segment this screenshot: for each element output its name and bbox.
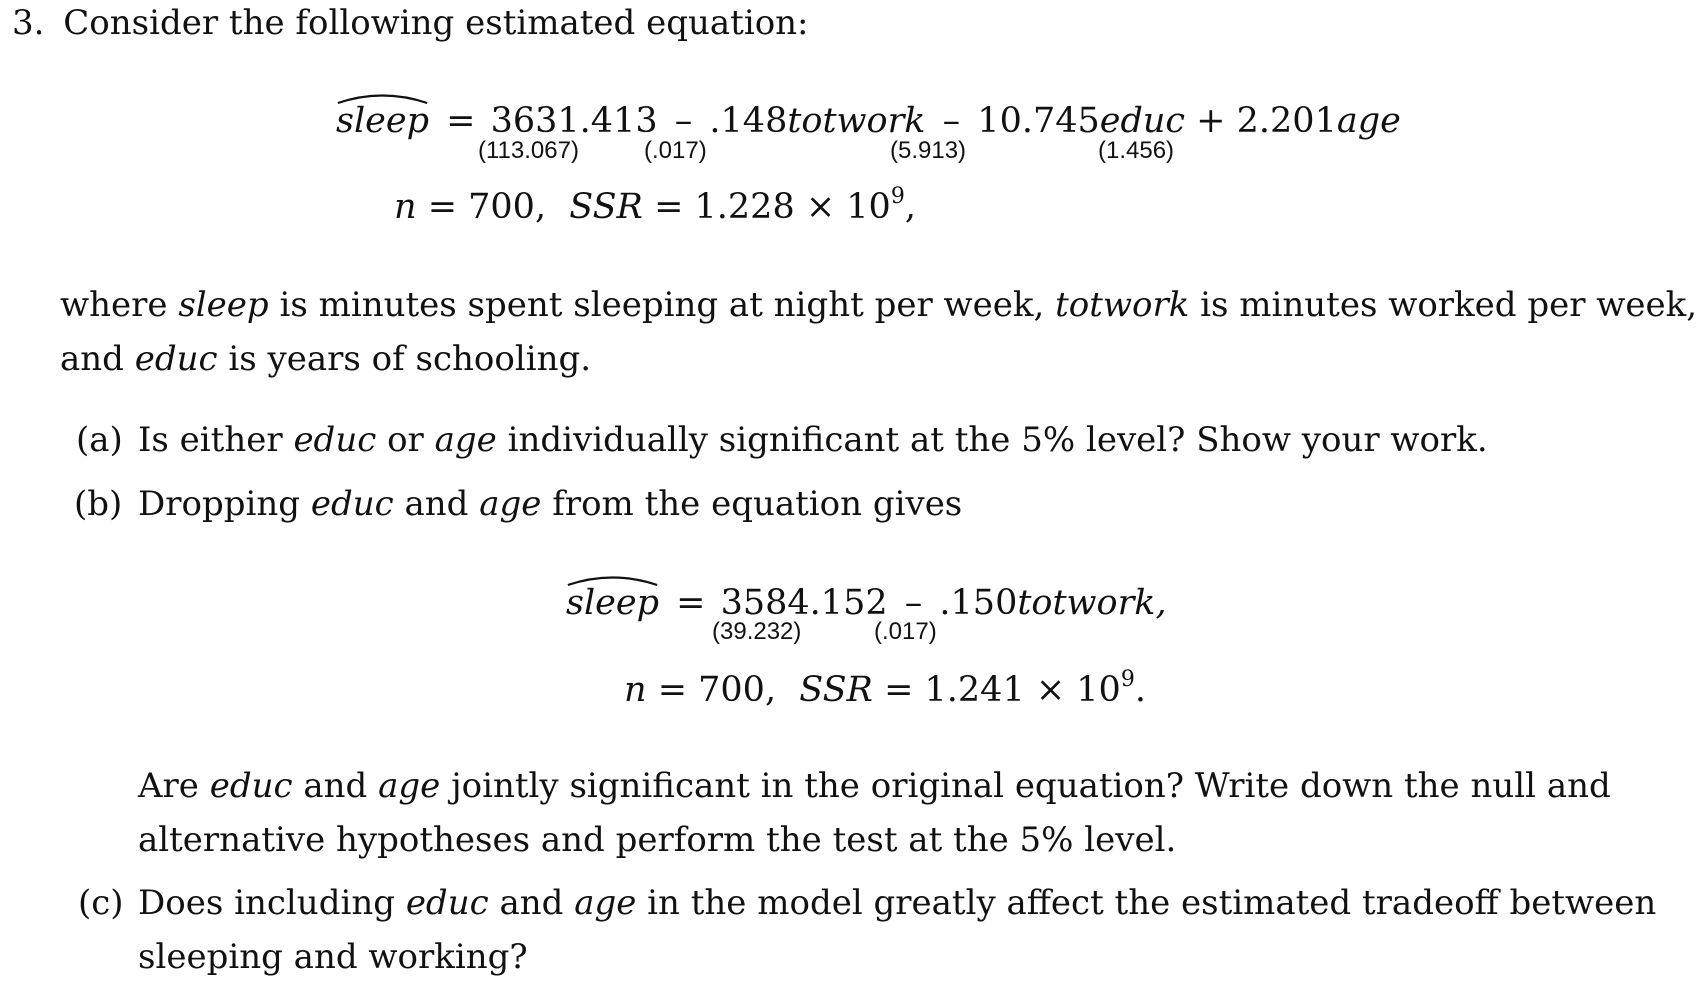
part-a-text: Is either educ or age individually significant at the 5% level? Show your work. bbox=[138, 420, 1488, 460]
part-b-label: (b) bbox=[74, 484, 123, 524]
part-b-followup-line2: alternative hypotheses and perform the test at the 5% level. bbox=[138, 820, 1177, 860]
question-number: 3. bbox=[12, 3, 45, 43]
eq1-n-value: = 700, bbox=[427, 187, 547, 227]
eq1-var-educ: educ bbox=[1099, 101, 1186, 141]
eq1-coef-educ: 10.745 bbox=[977, 101, 1100, 141]
question-header bbox=[12, 3, 809, 43]
eq1-se-const: (113.067) bbox=[478, 137, 579, 164]
eq1-ssr-value: = 1.228 × 10 bbox=[654, 187, 891, 227]
eq1-constant: 3631.413 bbox=[490, 101, 658, 141]
variable-description: where sleep is minutes spent sleeping at night per week, totwork is minutes worked per week, bbox=[60, 285, 1697, 325]
eq2-ssr-value: = 1.241 × 10 bbox=[884, 670, 1121, 710]
eq1-var-totwork: totwork bbox=[787, 101, 926, 141]
eq2-constant: 3584.152 bbox=[720, 583, 888, 623]
part-c-text: Does including educ and age in the model greatly affect the estimated tradeoff between bbox=[138, 883, 1657, 923]
eq2-se-totwork: (.017) bbox=[874, 618, 937, 645]
eq2-coef-totwork: .150 bbox=[939, 583, 1018, 623]
equation-2-stats: n = 700, SSR = $1.241 \times 10^9$. bbox=[624, 667, 1146, 710]
part-c-line2: sleeping and working? bbox=[138, 937, 528, 977]
sleep-hat-symbol: sleep bbox=[566, 586, 659, 621]
eq1-coef-age: 2.201 bbox=[1236, 101, 1337, 141]
question-intro: Consider the following estimated equation: bbox=[63, 3, 809, 43]
part-b-text: Dropping educ and age from the equation gives bbox=[138, 484, 963, 524]
eq1-coef-totwork: .148 bbox=[709, 101, 788, 141]
eq1-var-age: age bbox=[1336, 101, 1401, 141]
part-b-followup: Are educ and age jointly significant in the original equation? Write down the null and bbox=[138, 766, 1611, 806]
eq2-se-const: (39.232) bbox=[712, 618, 802, 645]
variable-description-line2: and educ is years of schooling. bbox=[60, 339, 592, 379]
part-c-label: (c) bbox=[78, 883, 124, 923]
equation-1-stats: n = 700, SSR = $1.228 \times 10^9$, bbox=[394, 184, 916, 227]
eq1-se-educ: (5.913) bbox=[890, 137, 967, 164]
eq1-se-totwork: (.017) bbox=[644, 137, 707, 164]
sleep-hat-symbol: sleep bbox=[336, 104, 429, 139]
equation-2-main: sleep = 3584.152 – .150totwork, bbox=[566, 586, 1167, 621]
eq2-var-totwork: totwork, bbox=[1017, 583, 1167, 623]
equation-1-main: sleep = 3631.413 – .148totwork – 10.745educ + 2.201age bbox=[336, 104, 1401, 139]
eq1-se-age: (1.456) bbox=[1098, 137, 1175, 164]
part-a-label: (a) bbox=[76, 420, 123, 460]
eq2-n-value: = 700, bbox=[657, 670, 777, 710]
